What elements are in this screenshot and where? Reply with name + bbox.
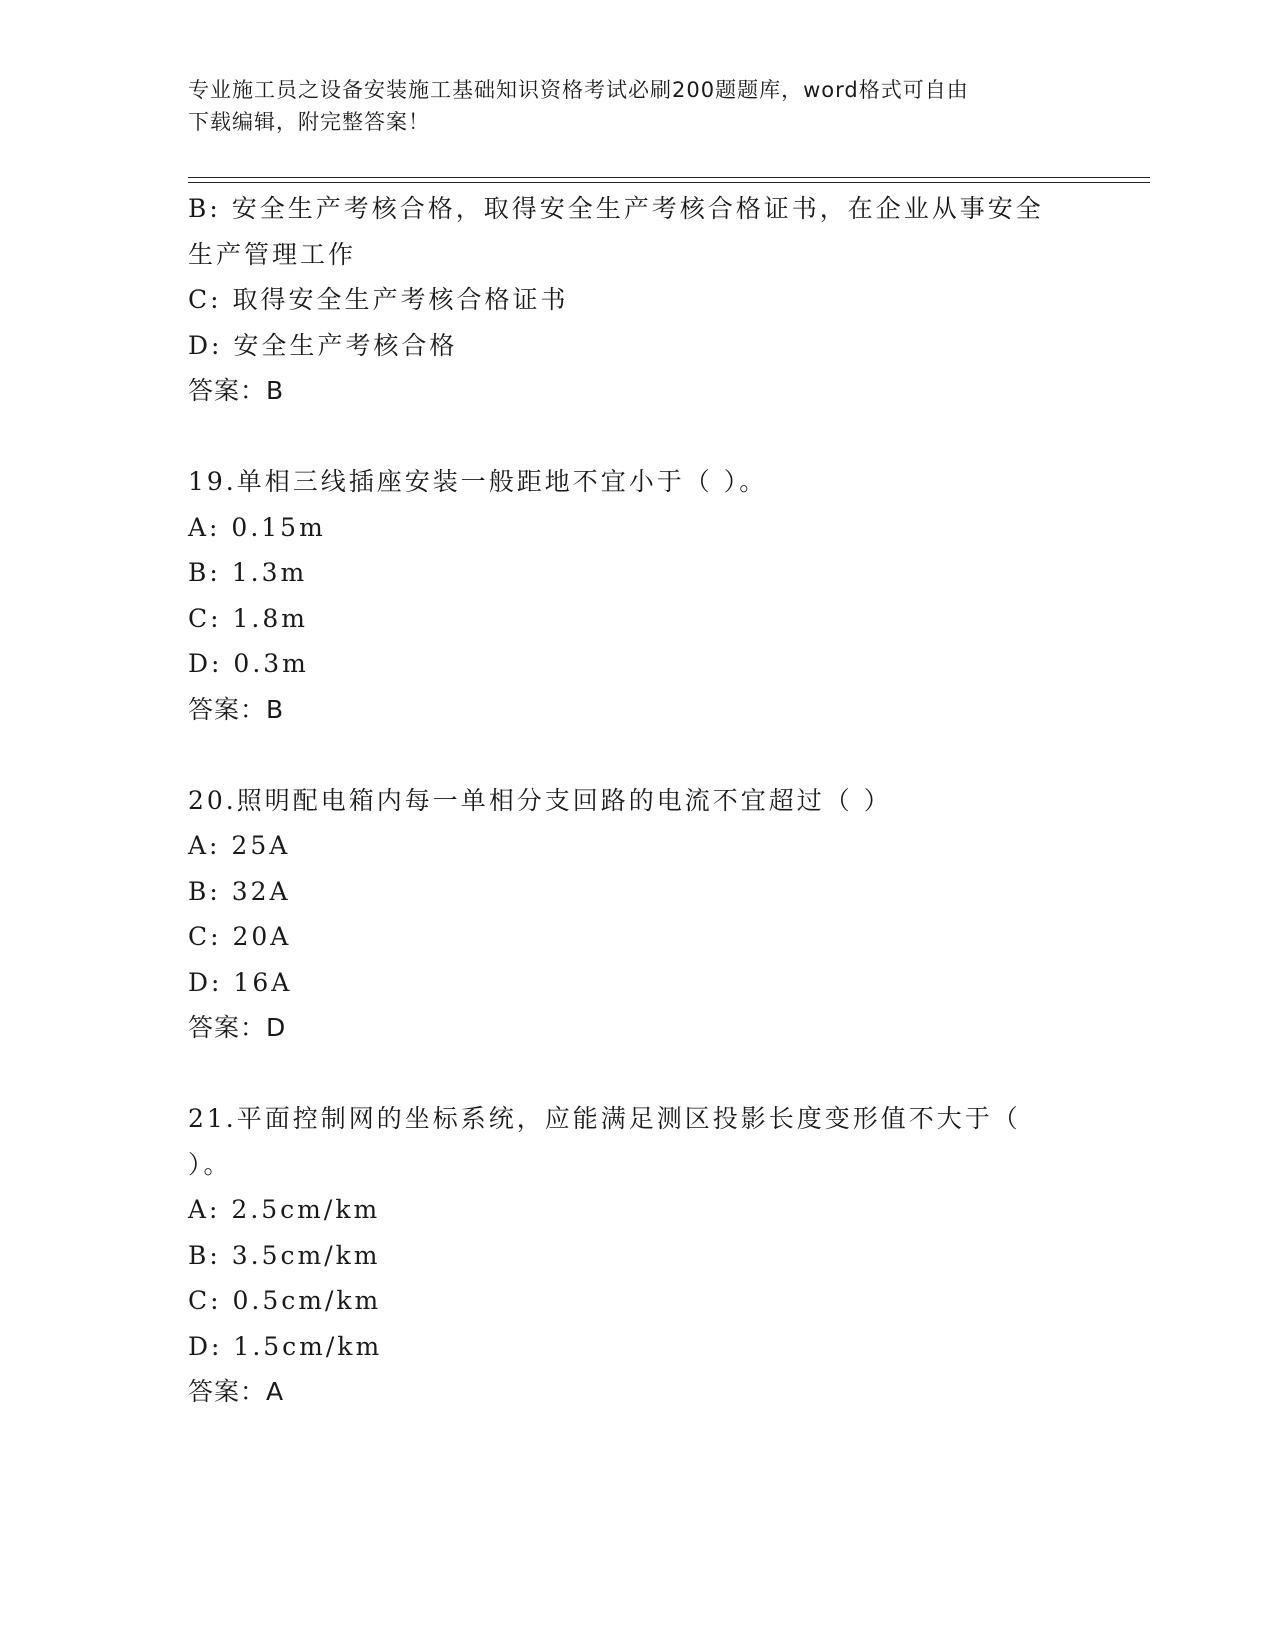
option-d: D: 安全生产考核合格 <box>188 330 458 360</box>
answer-line: 答案：B <box>188 376 285 405</box>
document-header <box>188 74 1068 138</box>
option-b: B: 32A <box>188 876 291 906</box>
question-spacer <box>188 732 1088 778</box>
option-d: D: 16A <box>188 967 293 997</box>
answer-line: 答案：D <box>188 1013 287 1042</box>
option-b-line-2: 生产管理工作 <box>188 239 357 269</box>
option-d: D: 0.3m <box>188 649 309 678</box>
option-c: C: 20A <box>188 922 292 951</box>
question-stem: 20.照明配电箱内每一单相分支回路的电流不宜超过（ ） <box>188 785 892 815</box>
question-content <box>188 186 1088 1415</box>
header-title-line-2: 下载编辑，附完整答案！ <box>188 110 430 134</box>
option-c: C: 1.8m <box>188 603 308 633</box>
option-b: B: 3.5cm/km <box>188 1240 381 1270</box>
option-b: B: 1.3m <box>188 558 308 587</box>
question-spacer <box>188 1051 1088 1097</box>
answer-line: 答案：B <box>188 694 285 724</box>
header-divider-top <box>188 177 1150 178</box>
question-stem: 19.单相三线插座安装一般距地不宜小于（ ）。 <box>188 467 768 496</box>
question-18-continuation <box>188 186 1088 414</box>
question-20 <box>188 778 1088 1051</box>
option-a: A: 25A <box>188 831 291 860</box>
question-19 <box>188 459 1088 732</box>
option-d: D: 1.5cm/km <box>188 1331 383 1361</box>
option-c: C: 取得安全生产考核合格证书 <box>188 285 569 314</box>
answer-line: 答案：A <box>188 1377 285 1406</box>
option-a: A: 2.5cm/km <box>188 1195 381 1224</box>
question-21 <box>188 1096 1088 1415</box>
question-stem-line-2: ）。 <box>188 1149 232 1179</box>
option-a: A: 0.15m <box>188 512 326 542</box>
header-divider-bottom <box>188 182 1150 183</box>
option-b-line-1: B: 安全生产考核合格，取得安全生产考核合格证书，在企业从事安全 <box>188 194 1044 223</box>
question-stem-line-1: 21.平面控制网的坐标系统，应能满足测区投影长度变形值不大于（ <box>188 1104 1021 1133</box>
header-title-line-1: 专业施工员之设备安装施工基础知识资格考试必刷200题题库，word格式可自由 <box>188 78 969 102</box>
question-spacer <box>188 414 1088 460</box>
option-c: C: 0.5cm/km <box>188 1286 382 1315</box>
